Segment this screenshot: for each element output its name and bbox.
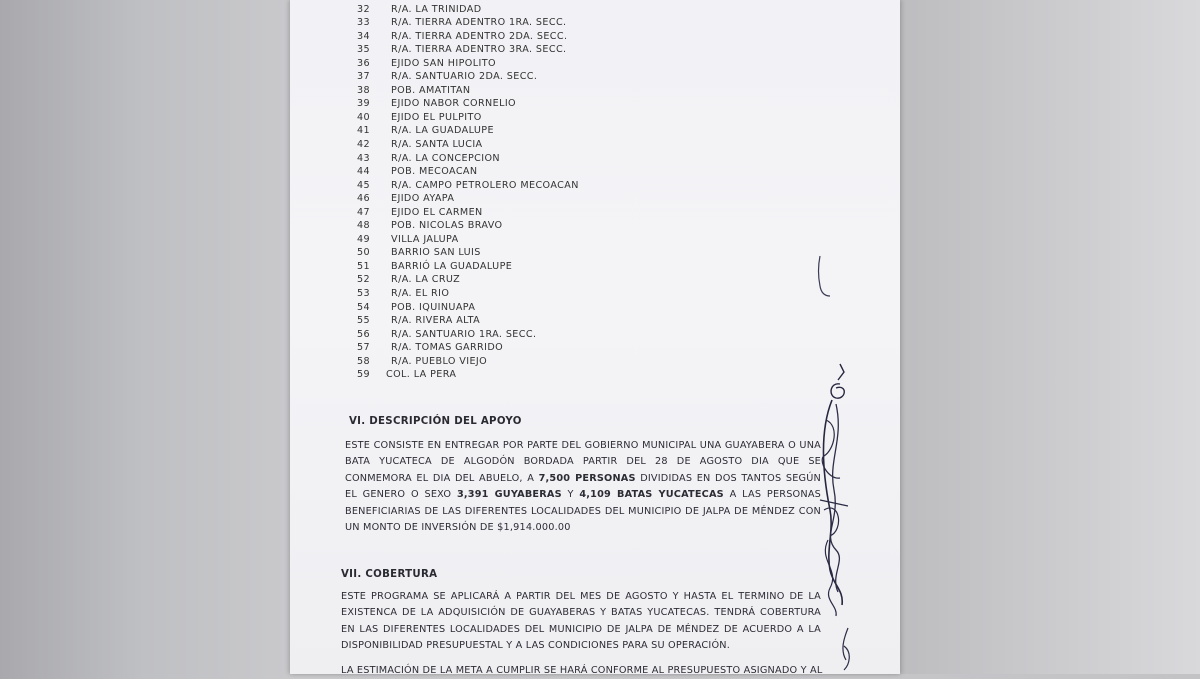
locality-list [290,0,900,382]
locality-name: POB. MECOACAN [391,166,478,178]
locality-name: R/A. SANTUARIO 2DA. SECC. [391,71,538,83]
locality-name: EJIDO EL CARMEN [391,206,483,218]
locality-number: 43 [356,152,370,164]
locality-number: 58 [356,355,370,367]
list-item [290,111,900,125]
locality-name: R/A. LA GUADALUPE [391,125,494,137]
handwritten-signature [800,360,870,674]
list-item [290,314,900,328]
list-item [290,57,900,71]
locality-number: 54 [356,301,370,313]
list-item [290,3,900,17]
list-item [290,219,900,233]
pen-stroke [819,256,831,296]
locality-number: 51 [356,260,370,272]
signature-stroke [831,404,840,592]
section-vi-bold-3: 4,109 BATAS YUCATECAS [579,489,724,501]
list-item [290,30,900,44]
section-vi-paragraph [345,438,821,536]
locality-name: R/A. SANTA LUCIA [391,139,483,151]
list-item [290,233,900,247]
list-item [290,43,900,57]
signature-stroke [825,540,836,616]
list-item [290,16,900,30]
locality-number: 49 [356,233,370,245]
list-item [290,124,900,138]
locality-name: COL. LA PERA [386,369,457,381]
section-vii-paragraph-2: LA ESTIMACIÓN DE LA META A CUMPLIR SE HARÁ CONFORME AL PRESUPUESTO ASIGNADO Y AL [341,665,823,676]
locality-number: 34 [356,30,370,42]
locality-name: R/A. LA TRINIDAD [391,3,482,15]
locality-number: 42 [356,139,370,151]
locality-number: 55 [356,315,370,327]
list-item [290,97,900,111]
locality-name: BARRIO SAN LUIS [391,247,481,259]
section-vi-text-4: A LAS PERSONAS BENEFICIARIAS DE LAS DIFERENTES LOCALIDADES DEL MUNICIPIO DE JALPA DE MÉNDEZ CON UN MONTO DE INVERSIÓN DE $1,914.000.00 [345,489,821,534]
list-item [290,138,900,152]
locality-number: 40 [356,111,370,123]
locality-number: 41 [356,125,370,137]
list-item [290,179,900,193]
locality-number: 57 [356,342,370,354]
locality-name: POB. NICOLAS BRAVO [391,220,503,232]
locality-number: 48 [356,220,370,232]
locality-number: 38 [356,84,370,96]
locality-name: POB. AMATITAN [391,84,471,96]
locality-name: R/A. CAMPO PETROLERO MECOACAN [391,179,579,191]
section-vi-text-3: Y [561,489,580,501]
locality-name: BARRIÓ LA GUADALUPE [391,260,513,272]
locality-number: 36 [356,57,370,69]
locality-number: 33 [356,17,370,29]
locality-name: EJIDO NABOR CORNELIO [391,98,517,110]
locality-name: R/A. LA CONCEPCION [391,152,500,164]
locality-name: EJIDO EL PULPITO [391,111,482,123]
locality-number: 56 [356,328,370,340]
background-right [900,0,1200,674]
margin-pen-mark [808,252,838,306]
section-heading-vi: VI. DESCRIPCIÓN DEL APOYO [349,416,522,427]
locality-name: R/A. TOMAS GARRIDO [391,342,504,354]
locality-number: 35 [356,44,370,56]
locality-number: 47 [356,206,370,218]
locality-number: 50 [356,247,370,259]
locality-name: EJIDO AYAPA [391,193,455,205]
locality-number: 52 [356,274,370,286]
list-item [290,206,900,220]
list-item [290,165,900,179]
locality-name: EJIDO SAN HIPOLITO [391,57,496,69]
locality-number: 46 [356,193,370,205]
locality-number: 44 [356,166,370,178]
locality-name: R/A. PUEBLO VIEJO [391,355,488,367]
list-item [290,70,900,84]
locality-number: 37 [356,71,370,83]
section-heading-vii: VII. COBERTURA [341,569,438,580]
locality-name: R/A. SANTUARIO 1RA. SECC. [391,328,537,340]
locality-name: R/A. TIERRA ADENTRO 2DA. SECC. [391,30,568,42]
locality-name: POB. IQUINUAPA [391,301,476,313]
locality-name: R/A. TIERRA ADENTRO 3RA. SECC. [391,44,567,56]
locality-name: R/A. LA CRUZ [391,274,461,286]
section-vi-text-1: ESTE CONSISTE EN ENTREGAR POR PARTE DEL GOBIERNO MUNICIPAL UNA GUAYABERA O UNA BATA YUCATECA DE ALGODÓN BORDADA PARTIR DEL 28 DE AGOSTO DIA QUE SE CONMEMORA EL DIA DEL ABUELO, A [345,440,821,484]
list-item [290,152,900,166]
signature-stroke [831,364,844,398]
locality-number: 53 [356,288,370,300]
list-item [290,192,900,206]
list-item [290,328,900,342]
signature-stroke [843,628,849,670]
locality-name: VILLA JALUPA [391,233,459,245]
section-vi-bold-1: 7,500 PERSONAS [538,472,636,484]
locality-number: 39 [356,98,370,110]
list-item [290,341,900,355]
locality-name: R/A. TIERRA ADENTRO 1RA. SECC. [391,17,567,29]
section-vii-paragraph-1: ESTE PROGRAMA SE APLICARÁ A PARTIR DEL MES DE AGOSTO Y HASTA EL TERMINO DE LA EXISTENCA DE LA ADQUISICIÓN DE GUAYABERAS Y BATAS YUCATECAS. TENDRÁ COBERTURA EN LAS DIFERENTES LOCALIDADES DEL MUNICIPIO DE JALPA DE MÉNDEZ DE ACUERDO A LA DISPONIBILIDAD PRESUPUESTAL Y A LAS CONDICIONES PARA SU OPERACIÓN. [341,591,821,652]
locality-number: 59 [356,369,370,381]
section-vi-bold-2: 3,391 GUYABERAS [456,489,562,501]
locality-name: R/A. RIVERA ALTA [391,315,481,327]
locality-name: R/A. EL RIO [391,288,450,300]
list-item [290,84,900,98]
locality-number: 32 [356,3,370,15]
section-vi-text-2: DIVIDIDAS EN DOS TANTOS SEGÚN EL GENERO O SEXO [345,472,821,501]
locality-number: 45 [356,179,370,191]
